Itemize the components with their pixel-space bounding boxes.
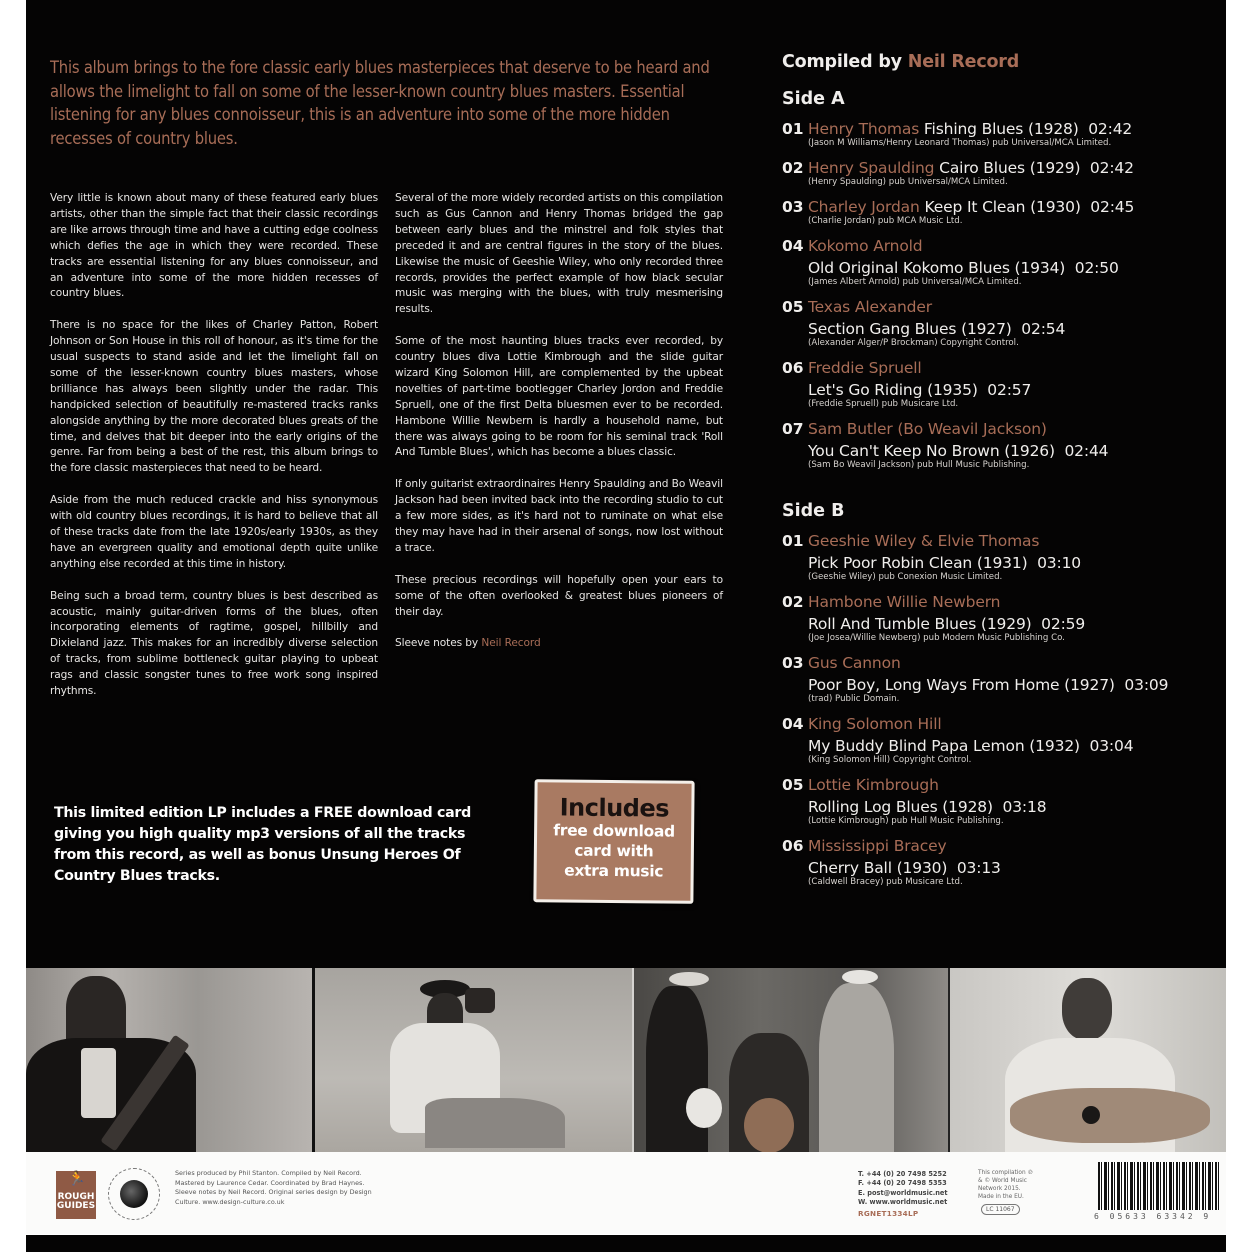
track-duration: 02:42 xyxy=(1089,159,1134,177)
track-title: You Can't Keep No Brown (1926) xyxy=(808,442,1055,460)
track-duration: 02:54 xyxy=(1021,320,1066,338)
track-title: My Buddy Blind Papa Lemon (1932) xyxy=(808,737,1080,755)
track-credit: (Geeshie Wiley) pub Conexion Music Limited. xyxy=(808,572,1003,582)
compiled-by-prefix: Compiled by xyxy=(782,52,902,72)
track-number: 03 xyxy=(782,654,804,672)
track-title-line xyxy=(808,735,1212,757)
track-duration: 03:18 xyxy=(1002,798,1047,816)
track-duration: 02:44 xyxy=(1064,442,1109,460)
artist-photo-strip xyxy=(26,968,1226,1152)
track-title-line xyxy=(808,318,1212,340)
production-credits: Series produced by Phil Stanton. Compiled by Neil Record. Mastered by Laurence Cedar. Coordinated by Brad Haynes. Sleeve notes by Neil Record. Original series design by Design Culture. www.design-culture.co.uk xyxy=(175,1169,372,1206)
track-artist-line xyxy=(808,357,1212,379)
track-line xyxy=(808,196,1212,218)
track-title: Poor Boy, Long Ways From Home (1927) xyxy=(808,676,1115,694)
track-artist-line xyxy=(808,774,1212,796)
contact-info xyxy=(858,1170,948,1208)
track-artist-line xyxy=(808,591,1212,613)
sticker-line: extra music xyxy=(564,861,664,881)
track-number: 01 xyxy=(782,120,804,138)
track-title-line xyxy=(808,674,1212,696)
sleeve-notes-signoff xyxy=(395,636,723,652)
track-artist: Charley Jordan xyxy=(808,198,920,216)
track-title: Fishing Blues (1928) xyxy=(923,120,1079,138)
cover-back-panel xyxy=(26,0,1226,968)
bottom-edge-bar xyxy=(26,1235,1226,1252)
track-credit: (Alexander Alger/P Brockman) Copyright Control. xyxy=(808,338,1019,348)
track-row xyxy=(782,196,1212,227)
fax-number: F. +44 (0) 20 7498 5353 xyxy=(858,1179,947,1188)
track-row xyxy=(782,713,1212,766)
track-duration: 03:04 xyxy=(1089,737,1134,755)
notes-paragraph: If only guitarist extraordinaires Henry Spaulding and Bo Weavil Jackson had been invited back into the recording studio to cut a few more sides, as it's hard not to ruminate on what else they may have had in their arsenal of songs, now lost without a trace. xyxy=(395,478,723,554)
track-title: Section Gang Blues (1927) xyxy=(808,320,1012,338)
track-title-line xyxy=(808,257,1212,279)
track-artist: Mississippi Bracey xyxy=(808,837,947,855)
track-number: 02 xyxy=(782,593,804,611)
track-credit: (King Solomon Hill) Copyright Control. xyxy=(808,755,972,765)
side-b-tracks xyxy=(782,530,1212,888)
track-artist: Sam Butler (Bo Weavil Jackson) xyxy=(808,420,1047,438)
track-artist: Hambone Willie Newbern xyxy=(808,593,1001,611)
track-artist: Freddie Spruell xyxy=(808,359,922,377)
notes-paragraph: Very little is known about many of these featured early blues artists, other than the simple fact that their classic recordings are like arrows through time and have a cutting edge coolness which defies the age in which they were recorded. These tracks are essential listening for any blues connoisseur, and an adventure into some of the more hidden recesses of country blues. xyxy=(50,192,378,300)
side-b-heading: Side B xyxy=(782,501,845,521)
track-credit: (Charlie Jordan) pub MCA Music Ltd. xyxy=(808,216,963,226)
track-duration: 02:42 xyxy=(1088,120,1133,138)
track-artist-line xyxy=(808,235,1212,257)
track-title: Roll And Tumble Blues (1929) xyxy=(808,615,1032,633)
track-number: 05 xyxy=(782,776,804,794)
phone-number: T. +44 (0) 20 7498 5252 xyxy=(858,1170,947,1178)
signoff-prefix: Sleeve notes by xyxy=(395,637,479,650)
photo-seated-man-with-hat xyxy=(312,968,632,1152)
track-row xyxy=(782,418,1212,471)
track-artist-line xyxy=(808,296,1212,318)
track-title: Pick Poor Robin Clean (1931) xyxy=(808,554,1028,572)
photo-man-with-guitar xyxy=(948,968,1226,1152)
track-credit: (James Albert Arnold) pub Universal/MCA Limited. xyxy=(808,277,1022,287)
barcode xyxy=(1098,1162,1220,1210)
track-duration: 02:50 xyxy=(1074,259,1119,277)
track-artist: Lottie Kimbrough xyxy=(808,776,939,794)
track-title: Rolling Log Blues (1928) xyxy=(808,798,993,816)
track-credit: (Caldwell Bracey) pub Musicare Ltd. xyxy=(808,877,963,887)
track-title-line xyxy=(808,857,1212,879)
track-line xyxy=(808,157,1212,179)
notes-paragraph: There is no space for the likes of Charley Patton, Robert Johnson or Son House in this roll of honour, as it's time for the usual suspects to stand aside and let the limelight fall on some of the lesser-known country blues masters, whose brilliance has always been slightly under the radar. This handpicked selection of beautifully re-mastered tracks ranks alongside anything by the more decorated blues greats of the time, and delves that bit deeper into the early origins of the genre. Far from being a best of the rest, this album brings to the fore classic masterpieces that need to be heard. xyxy=(50,319,378,475)
track-credit: (Jason M Williams/Henry Leonard Thomas) pub Universal/MCA Limited. xyxy=(808,138,1112,148)
intro-blurb: This album brings to the fore classic early blues masterpieces that deserve to be heard and allows the limelight to fall on some of the lesser-known country blues masters. Essential listening for any blues connoisseur, this is an adventure into some of the more hidden recesses of country blues. xyxy=(50,58,710,148)
track-duration: 02:59 xyxy=(1041,615,1086,633)
track-artist: Gus Cannon xyxy=(808,654,901,672)
signoff-author: Neil Record xyxy=(481,637,541,650)
logo-text: GUIDES xyxy=(56,1201,96,1211)
sticker-line: free download xyxy=(553,821,675,841)
track-title: Cairo Blues (1929) xyxy=(939,159,1081,177)
track-artist: Kokomo Arnold xyxy=(808,237,923,255)
track-artist: Henry Spaulding xyxy=(808,159,935,177)
catalog-number: RGNET1334LP xyxy=(858,1209,919,1218)
track-title-line xyxy=(808,440,1212,462)
track-row xyxy=(782,591,1212,644)
track-title-line xyxy=(808,379,1212,401)
sleeve-notes-column-2 xyxy=(395,191,723,668)
track-duration: 02:57 xyxy=(987,381,1032,399)
track-artist-line xyxy=(808,418,1212,440)
email-address: E. post@worldmusic.net xyxy=(858,1188,948,1197)
track-duration: 03:13 xyxy=(956,859,1001,877)
track-artist: Henry Thomas xyxy=(808,120,920,138)
track-credit: (Henry Spaulding) pub Universal/MCA Limited. xyxy=(808,177,1008,187)
notes-paragraph: Aside from the much reduced crackle and hiss synonymous with old country blues recordings, it is hard to believe that all of these tracks date from the late 1920s/early 1930s, as they have an evergreen quality and emotional depth quite unlike anything else recorded at this time in history. xyxy=(50,494,378,570)
track-row xyxy=(782,235,1212,288)
track-row xyxy=(782,652,1212,705)
track-credit: (Sam Bo Weavil Jackson) pub Hull Music Publishing. xyxy=(808,460,1030,470)
track-artist-line xyxy=(808,530,1212,552)
track-row xyxy=(782,835,1212,888)
sticker-headline: Includes xyxy=(559,793,670,823)
track-number: 02 xyxy=(782,159,804,177)
world-music-network-logo xyxy=(108,1168,160,1220)
track-row xyxy=(782,157,1212,188)
track-row xyxy=(782,357,1212,410)
track-artist: Texas Alexander xyxy=(808,298,932,316)
label-code: LC 11067 xyxy=(981,1204,1020,1215)
notes-paragraph: Some of the most haunting blues tracks ever recorded, by country blues diva Lottie Kimbrough and the slide guitar wizard King Solomon Hill, are complemented by the upbeat novelties of part-time bootlegger Charley Jordon and Freddie Spruell, one of the first Delta bluesmen ever to be recorded. Hambone Willie Newbern is hardly a household name, but there was always going to be room for his seminal track 'Roll And Tumble Blues', which has become a blues classic. xyxy=(395,335,723,459)
track-credit: (Lottie Kimbrough) pub Hull Music Publishing. xyxy=(808,816,1004,826)
track-row xyxy=(782,774,1212,827)
logo-text: ROUGH xyxy=(57,1192,95,1202)
compiled-by xyxy=(782,52,1212,72)
track-number: 07 xyxy=(782,420,804,438)
track-number: 06 xyxy=(782,359,804,377)
download-card-sticker xyxy=(533,779,694,904)
track-title-line xyxy=(808,552,1212,574)
track-number: 05 xyxy=(782,298,804,316)
track-row xyxy=(782,118,1212,149)
compiler-name: Neil Record xyxy=(907,52,1020,72)
track-number: 04 xyxy=(782,715,804,733)
track-credit: (Joe Josea/Willie Newberg) pub Modern Music Publishing Co. xyxy=(808,633,1065,643)
website: W. www.worldmusic.net xyxy=(858,1198,948,1207)
track-artist-line xyxy=(808,713,1212,735)
copyright-notice: This compilation ℗ & © World Music Network 2015. Made in the EU. xyxy=(978,1170,1034,1200)
track-title: Let's Go Riding (1935) xyxy=(808,381,978,399)
track-credit: (Freddie Spruell) pub Musicare Ltd. xyxy=(808,399,959,409)
notes-paragraph: Being such a broad term, country blues is best described as acoustic, mainly guitar-driven forms of the blues, often incorporating elements of ragtime, gospel, hillbilly and Dixieland jazz. This makes for an incredibly diverse selection of tracks, from sublime bottleneck guitar playing to upbeat rags and classic songster tunes to free work song inspired rhythms. xyxy=(50,589,378,698)
side-a-heading: Side A xyxy=(782,89,845,109)
track-number: 04 xyxy=(782,237,804,255)
track-line xyxy=(808,118,1212,140)
footer-credits xyxy=(26,1152,1226,1234)
download-promo-text: This limited edition LP includes a FREE download card giving you high quality mp3 versions of all the tracks from this record, as well as bonus Unsung Heroes Of Country Blues tracks. xyxy=(54,805,471,884)
notes-paragraph: These precious recordings will hopefully open your ears to some of the often overlooked & greatest blues pioneers of their day. xyxy=(395,573,723,618)
notes-paragraph: Several of the more widely recorded artists on this compilation such as Gus Cannon and Henry Thomas bridged the gap between early blues and the minstrel and folk styles that preceded it and are central figures in the story of the blues. Likewise the music of Geeshie Wiley, who only recorded three records, provides the perfect example of how black secular music was merging with the blues, with truly mesmerising results. xyxy=(395,192,723,316)
globe-icon xyxy=(120,1180,148,1208)
track-title: Keep It Clean (1930) xyxy=(924,198,1081,216)
track-artist-line xyxy=(808,652,1212,674)
photo-string-band-trio xyxy=(632,968,948,1152)
sticker-line: card with xyxy=(574,841,654,861)
rough-guides-logo xyxy=(56,1171,96,1219)
track-number: 06 xyxy=(782,837,804,855)
track-artist: Geeshie Wiley & Elvie Thomas xyxy=(808,532,1040,550)
tracklist xyxy=(782,52,1212,896)
sleeve-notes-column-1 xyxy=(50,191,378,716)
runner-icon: 🏃 xyxy=(68,1171,86,1187)
side-a-tracks xyxy=(782,118,1212,471)
track-row xyxy=(782,296,1212,349)
track-row xyxy=(782,530,1212,583)
track-duration: 02:45 xyxy=(1090,198,1135,216)
track-credit: (trad) Public Domain. xyxy=(808,694,900,704)
track-title-line xyxy=(808,796,1212,818)
barcode-number: 6 05633 63342 9 xyxy=(1094,1212,1212,1221)
track-duration: 03:09 xyxy=(1124,676,1169,694)
track-artist: King Solomon Hill xyxy=(808,715,942,733)
photo-guitarist-portrait xyxy=(26,968,312,1152)
track-title: Old Original Kokomo Blues (1934) xyxy=(808,259,1066,277)
track-duration: 03:10 xyxy=(1037,554,1081,572)
track-number: 03 xyxy=(782,198,804,216)
track-artist-line xyxy=(808,835,1212,857)
track-number: 01 xyxy=(782,532,804,550)
track-title-line xyxy=(808,613,1212,635)
track-title: Cherry Ball (1930) xyxy=(808,859,948,877)
